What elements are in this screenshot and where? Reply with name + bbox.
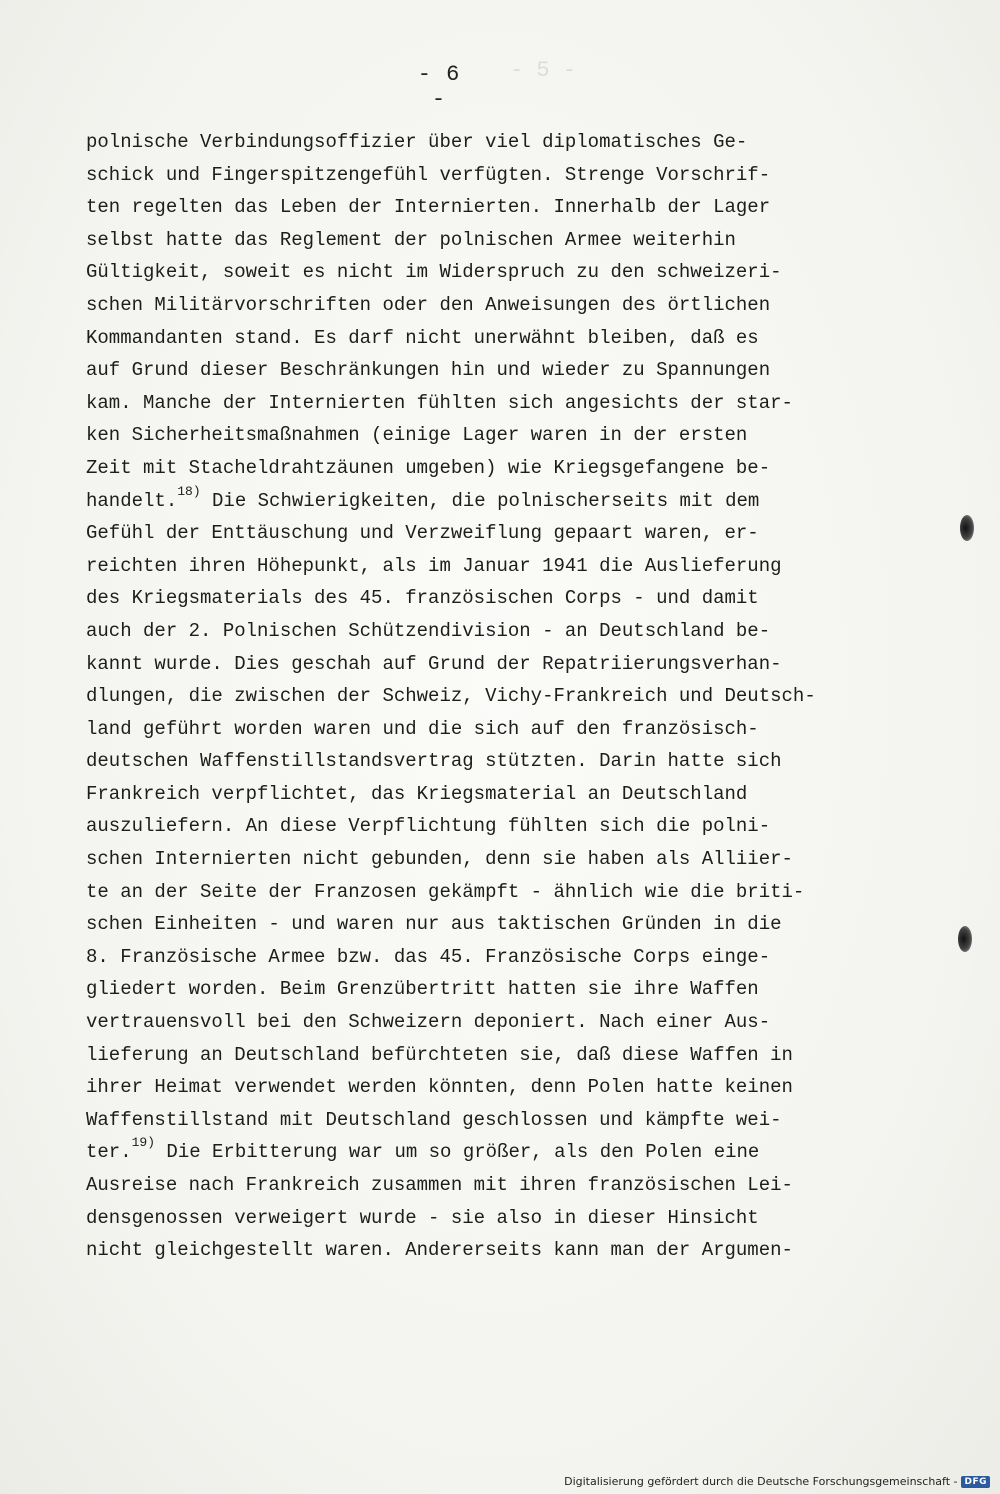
text-line: schen Einheiten - und waren nur aus taktischen Gründen in die	[86, 913, 782, 936]
text-line: auch der 2. Polnischen Schützendivision - an Deutschland be-	[86, 619, 771, 642]
text-line: lieferung an Deutschland befürchteten sie, daß diese Waffen in	[86, 1043, 793, 1066]
text-line: nicht gleichgestellt waren. Andererseits kann man der Argumen-	[86, 1239, 793, 1262]
dfg-logo: DFG	[961, 1476, 990, 1488]
page-number: - 6 -	[417, 62, 461, 112]
digitization-credit	[564, 1475, 990, 1488]
text-line: ken Sicherheitsmaßnahmen (einige Lager waren in der ersten	[86, 424, 748, 447]
text-line: ihrer Heimat verwendet werden könnten, denn Polen hatte keinen	[86, 1076, 793, 1099]
text-line: 8. Französische Armee bzw. das 45. Französische Corps einge-	[86, 945, 771, 968]
text-line: Kommandanten stand. Es darf nicht unerwähnt bleiben, daß es	[86, 326, 759, 349]
body-text	[86, 126, 916, 1267]
footnote-marker: 18)	[177, 483, 201, 499]
text-line: des Kriegsmaterials des 45. französischen Corps - und damit	[86, 587, 759, 610]
text-line: deutschen Waffenstillstandsvertrag stützten. Darin hatte sich	[86, 750, 782, 773]
text-line: te an der Seite der Franzosen gekämpft - ähnlich wie die briti-	[86, 880, 805, 903]
text-line: densgenossen verweigert wurde - sie also in dieser Hinsicht	[86, 1206, 759, 1229]
text-line: auszuliefern. An diese Verpflichtung fühlten sich die polni-	[86, 815, 771, 838]
text-line: Ausreise nach Frankreich zusammen mit ihren französischen Lei-	[86, 1174, 793, 1196]
text-line: ten regelten das Leben der Internierten. Innerhalb der Lager	[86, 196, 771, 219]
text-line: land geführt worden waren und die sich auf den französisch-	[86, 717, 759, 740]
text-line: auf Grund dieser Beschränkungen hin und wieder zu Spannungen	[86, 359, 771, 382]
text-segment: handelt.	[86, 489, 178, 512]
text-line: Gefühl der Enttäuschung und Verzweiflung gepaart waren, er-	[86, 522, 759, 545]
text-line: kannt wurde. Dies geschah auf Grund der Repatriierungsverhan-	[86, 652, 782, 675]
text-line: reichten ihren Höhepunkt, als im Januar 1941 die Auslieferung	[86, 554, 782, 577]
text-segment: Die Erbitterung war um so größer, als den Polen eine	[155, 1141, 760, 1164]
bleed-through-page-number: - 5 -	[510, 58, 577, 83]
text-line: schick und Fingerspitzengefühl verfügten. Strenge Vorschrif-	[86, 163, 771, 186]
punch-hole	[958, 926, 972, 952]
punch-hole	[960, 515, 974, 541]
credit-text: Digitalisierung gefördert durch die Deutsche Forschungsgemeinschaft -	[564, 1475, 958, 1488]
text-line: Zeit mit Stacheldrahtzäunen umgeben) wie Kriegsgefangene be-	[86, 456, 771, 479]
text-line: Frankreich verpflichtet, das Kriegsmaterial an Deutschland	[86, 782, 748, 805]
text-segment: ter.	[86, 1141, 132, 1164]
text-line: dlungen, die zwischen der Schweiz, Vichy-Frankreich und Deutsch-	[86, 685, 816, 708]
footnote-marker: 19)	[131, 1135, 156, 1151]
text-line: Gültigkeit, soweit es nicht im Widerspruch zu den schweizeri-	[86, 261, 782, 284]
text-line: schen Militärvorschriften oder den Anweisungen des örtlichen	[86, 293, 771, 316]
text-line: polnische Verbindungsoffizier über viel diplomatisches Ge-	[86, 131, 748, 153]
text-line: vertrauensvoll bei den Schweizern deponiert. Nach einer Aus-	[86, 1011, 771, 1034]
text-line: gliedert worden. Beim Grenzübertritt hatten sie ihre Waffen	[86, 978, 759, 1001]
text-line-with-footnote	[86, 1136, 916, 1169]
text-line: selbst hatte das Reglement der polnischen Armee weiterhin	[86, 228, 736, 251]
text-segment: Die Schwierigkeiten, die polnischerseits mit dem	[200, 489, 760, 512]
text-line-with-footnote	[86, 485, 916, 518]
text-line: Waffenstillstand mit Deutschland geschlossen und kämpfte wei-	[86, 1108, 782, 1131]
text-line: kam. Manche der Internierten fühlten sich angesichts der star-	[86, 391, 793, 414]
text-line: schen Internierten nicht gebunden, denn sie haben als Alliier-	[86, 848, 793, 871]
